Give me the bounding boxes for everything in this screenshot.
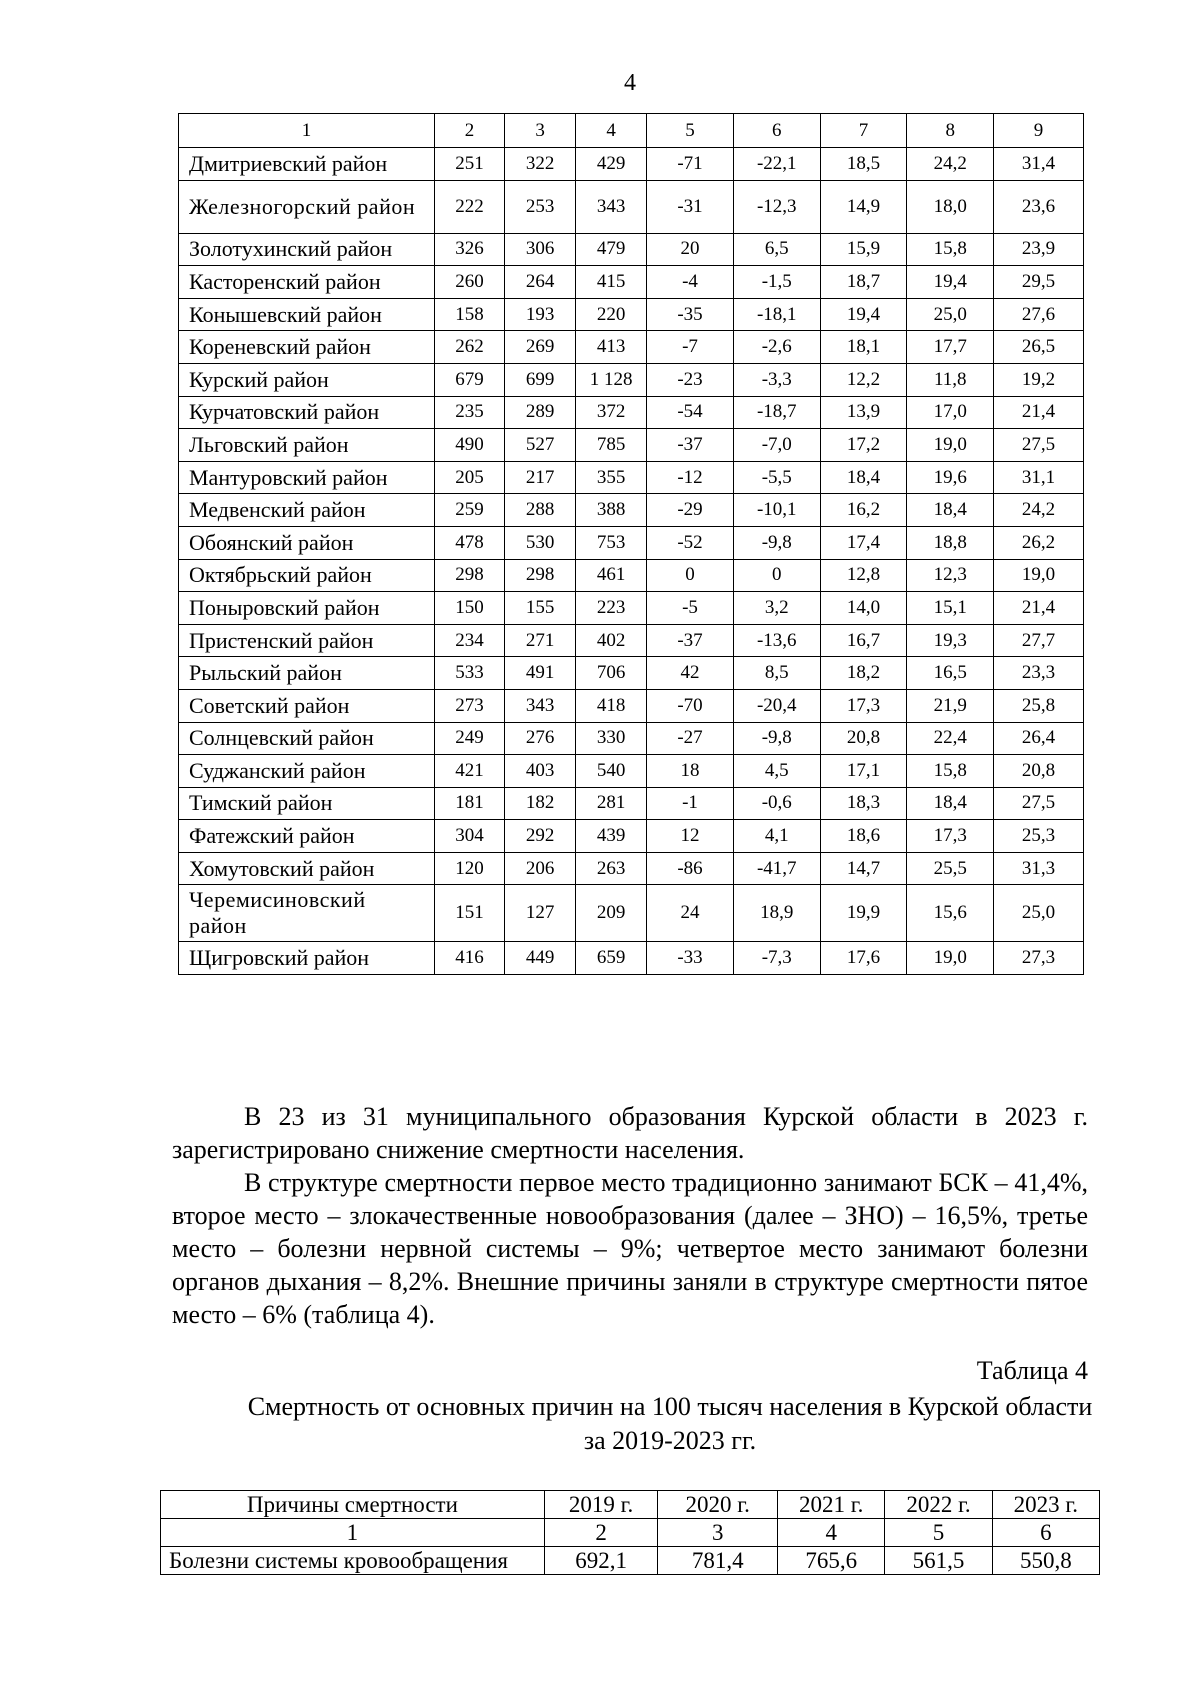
table-cell: 418 — [576, 689, 647, 722]
table-cell: 19,0 — [907, 429, 994, 462]
column-header: Причины смертности — [161, 1491, 545, 1519]
table-cell: 479 — [576, 233, 647, 266]
table-cell: 659 — [576, 942, 647, 975]
table-cell: -5 — [647, 592, 734, 625]
table-cell: 19,0 — [994, 559, 1084, 592]
table-cell: 19,6 — [907, 461, 994, 494]
table-cell: 449 — [505, 942, 576, 975]
table-cell: -86 — [647, 852, 734, 885]
table-cell: -10,1 — [733, 494, 820, 527]
table-cell: 273 — [435, 689, 505, 722]
table-cell: 251 — [435, 148, 505, 181]
table-cell: 193 — [505, 298, 576, 331]
table-cell: 421 — [435, 755, 505, 788]
table-header-row — [161, 1491, 1100, 1519]
table-cell: -33 — [647, 942, 734, 975]
table-cell: 205 — [435, 461, 505, 494]
column-number: 6 — [733, 114, 820, 148]
paragraph-text: В структуре смертности первое место традиционно занимают БСК – 41,4%, второе место – злокачественные новообразования (далее – ЗНО) – 16,5%, третье место – болезни нервной системы – 9%; четвертое место занимают болезни органов дыхания – 8,2%. Внешние причины заняли в структуре смертности пятое место – 6% (таблица 4). — [172, 1168, 1088, 1329]
table-cell: 17,3 — [820, 689, 907, 722]
table-cell: 18,0 — [907, 180, 994, 233]
table-cell: 18,5 — [820, 148, 907, 181]
table-cell: 20,8 — [994, 755, 1084, 788]
table-cell: 20 — [647, 233, 734, 266]
table-row — [179, 755, 1084, 788]
table-cell: 25,8 — [994, 689, 1084, 722]
table-cell: -12,3 — [733, 180, 820, 233]
table-cell: 18,1 — [820, 331, 907, 364]
table-row — [179, 787, 1084, 820]
table-cell: 4,1 — [733, 820, 820, 853]
table-cell: 25,5 — [907, 852, 994, 885]
column-number: 9 — [994, 114, 1084, 148]
table-cell: 550,8 — [992, 1547, 1099, 1575]
table-cell: 11,8 — [907, 363, 994, 396]
table-cell: 18,4 — [820, 461, 907, 494]
table-cell: 22,4 — [907, 722, 994, 755]
column-header: 2021 г. — [778, 1491, 885, 1519]
table-row — [161, 1547, 1100, 1575]
table-cell: 298 — [505, 559, 576, 592]
table-cell: 158 — [435, 298, 505, 331]
table-cell: 18 — [647, 755, 734, 788]
table-cell: 14,9 — [820, 180, 907, 233]
district-name: Рыльский район — [179, 657, 435, 690]
table-cell: -31 — [647, 180, 734, 233]
table-cell: 25,3 — [994, 820, 1084, 853]
table-cell: 461 — [576, 559, 647, 592]
table-cell: 19,4 — [907, 266, 994, 299]
table-cell: -37 — [647, 429, 734, 462]
district-name: Дмитриевский район — [179, 148, 435, 181]
table-cell: 372 — [576, 396, 647, 429]
column-header: 2022 г. — [885, 1491, 992, 1519]
table-cell: 413 — [576, 331, 647, 364]
table4-caption: Таблица 4 — [976, 1356, 1088, 1385]
district-name: Курчатовский район — [179, 396, 435, 429]
table-row — [179, 148, 1084, 181]
table-cell: 223 — [576, 592, 647, 625]
table-cell: 388 — [576, 494, 647, 527]
table-cell: 25,0 — [994, 885, 1084, 942]
table-row — [179, 722, 1084, 755]
table-cell: 692,1 — [544, 1547, 658, 1575]
table-cell: 17,6 — [820, 942, 907, 975]
table-row — [179, 559, 1084, 592]
table-cell: 12,8 — [820, 559, 907, 592]
table-cell: 19,2 — [994, 363, 1084, 396]
table-row — [179, 852, 1084, 885]
district-name: Мантуровский район — [179, 461, 435, 494]
table-cell: 3,2 — [733, 592, 820, 625]
table-cell: -37 — [647, 624, 734, 657]
table-cell: -12 — [647, 461, 734, 494]
table-cell: 23,6 — [994, 180, 1084, 233]
table-cell: 27,5 — [994, 429, 1084, 462]
table-cell: -18,7 — [733, 396, 820, 429]
table-cell: -2,6 — [733, 331, 820, 364]
table-cell: 561,5 — [885, 1547, 992, 1575]
table-cell: 288 — [505, 494, 576, 527]
table-cell: 120 — [435, 852, 505, 885]
table-column-numbers-row — [161, 1519, 1100, 1547]
table-cell: 222 — [435, 180, 505, 233]
district-name: Кореневский район — [179, 331, 435, 364]
table-cell: 264 — [505, 266, 576, 299]
column-number: 6 — [992, 1519, 1099, 1547]
table-cell: 19,4 — [820, 298, 907, 331]
table-cell: 31,1 — [994, 461, 1084, 494]
table-cell: -54 — [647, 396, 734, 429]
causes-of-death-table — [160, 1490, 1100, 1575]
table-cell: -70 — [647, 689, 734, 722]
table-cell: 19,9 — [820, 885, 907, 942]
table-cell: 306 — [505, 233, 576, 266]
column-number: 5 — [885, 1519, 992, 1547]
district-name: Щигровский район — [179, 942, 435, 975]
table-cell: 699 — [505, 363, 576, 396]
table-cell: 12,3 — [907, 559, 994, 592]
table-cell: -1 — [647, 787, 734, 820]
table-cell: 23,3 — [994, 657, 1084, 690]
district-name: Суджанский район — [179, 755, 435, 788]
table-cell: 490 — [435, 429, 505, 462]
table-cell: 19,0 — [907, 942, 994, 975]
table-cell: 26,5 — [994, 331, 1084, 364]
district-name: Курский район — [179, 363, 435, 396]
cause-name: Болезни системы кровообращения — [161, 1547, 545, 1575]
district-name: Советский район — [179, 689, 435, 722]
table-cell: 25,0 — [907, 298, 994, 331]
table-cell: -9,8 — [733, 722, 820, 755]
table-header-row — [179, 114, 1084, 148]
table-cell: 18,4 — [907, 494, 994, 527]
table-cell: -9,8 — [733, 526, 820, 559]
table-cell: 269 — [505, 331, 576, 364]
table-cell: 527 — [505, 429, 576, 462]
table-cell: -27 — [647, 722, 734, 755]
table-row — [179, 461, 1084, 494]
table-cell: 753 — [576, 526, 647, 559]
table-cell: 13,9 — [820, 396, 907, 429]
table-row — [179, 180, 1084, 233]
table-row — [179, 396, 1084, 429]
table-cell: 17,0 — [907, 396, 994, 429]
table-cell: 276 — [505, 722, 576, 755]
table-cell: 27,7 — [994, 624, 1084, 657]
district-name: Фатежский район — [179, 820, 435, 853]
table-cell: 281 — [576, 787, 647, 820]
table-cell: -13,6 — [733, 624, 820, 657]
table-cell: 17,1 — [820, 755, 907, 788]
table-cell: 6,5 — [733, 233, 820, 266]
district-name: Солнцевский район — [179, 722, 435, 755]
table-cell: 263 — [576, 852, 647, 885]
table-row — [179, 266, 1084, 299]
table-cell: 12 — [647, 820, 734, 853]
table-cell: 679 — [435, 363, 505, 396]
district-name: Касторенский район — [179, 266, 435, 299]
table-cell: -22,1 — [733, 148, 820, 181]
district-name: Обоянский район — [179, 526, 435, 559]
table-row — [179, 363, 1084, 396]
table-cell: 1 128 — [576, 363, 647, 396]
table-cell: 182 — [505, 787, 576, 820]
table-cell: 18,9 — [733, 885, 820, 942]
table-cell: 31,3 — [994, 852, 1084, 885]
table-cell: 26,2 — [994, 526, 1084, 559]
district-name: Поныровский район — [179, 592, 435, 625]
column-header: 2023 г. — [992, 1491, 1099, 1519]
table-cell: -20,4 — [733, 689, 820, 722]
paragraph-structure — [172, 1166, 1088, 1331]
table-cell: 785 — [576, 429, 647, 462]
table-row — [179, 885, 1084, 942]
table-cell: 478 — [435, 526, 505, 559]
table-cell: 249 — [435, 722, 505, 755]
table-cell: 29,5 — [994, 266, 1084, 299]
table-cell: -18,1 — [733, 298, 820, 331]
table-cell: -7,3 — [733, 942, 820, 975]
column-number: 2 — [544, 1519, 658, 1547]
table-cell: 235 — [435, 396, 505, 429]
table-cell: -0,6 — [733, 787, 820, 820]
table-cell: 15,8 — [907, 755, 994, 788]
table-cell: 415 — [576, 266, 647, 299]
table-cell: 271 — [505, 624, 576, 657]
table-cell: 15,8 — [907, 233, 994, 266]
table-cell: 16,2 — [820, 494, 907, 527]
column-number: 4 — [576, 114, 647, 148]
district-name: Октябрьский район — [179, 559, 435, 592]
table-cell: 19,3 — [907, 624, 994, 657]
district-name: Пристенский район — [179, 624, 435, 657]
table-cell: 0 — [647, 559, 734, 592]
table-cell: 343 — [505, 689, 576, 722]
table-cell: 234 — [435, 624, 505, 657]
table-row — [179, 429, 1084, 462]
table-cell: 20,8 — [820, 722, 907, 755]
table-cell: 21,9 — [907, 689, 994, 722]
table-cell: 18,6 — [820, 820, 907, 853]
table-cell: 402 — [576, 624, 647, 657]
paragraph-text: В 23 из 31 муниципального образования Курской области в 2023 г. зарегистрировано снижение смертности населения. — [172, 1102, 1088, 1164]
district-name: Хомутовский район — [179, 852, 435, 885]
table-cell: 18,7 — [820, 266, 907, 299]
table-cell: 416 — [435, 942, 505, 975]
table-cell: 706 — [576, 657, 647, 690]
table-cell: 14,0 — [820, 592, 907, 625]
district-name: Льговский район — [179, 429, 435, 462]
table-cell: 292 — [505, 820, 576, 853]
table-row — [179, 592, 1084, 625]
table-cell: 206 — [505, 852, 576, 885]
table-cell: 15,6 — [907, 885, 994, 942]
table-row — [179, 689, 1084, 722]
page-number: 4 — [624, 70, 636, 96]
table-cell: 24,2 — [994, 494, 1084, 527]
paragraph-decline-summary — [172, 1100, 1088, 1166]
district-mortality-table — [178, 113, 1084, 975]
table-row — [179, 494, 1084, 527]
table-cell: 8,5 — [733, 657, 820, 690]
table-cell: -29 — [647, 494, 734, 527]
table-cell: 21,4 — [994, 396, 1084, 429]
table-cell: -4 — [647, 266, 734, 299]
table-cell: -71 — [647, 148, 734, 181]
column-number: 1 — [161, 1519, 545, 1547]
table-cell: 155 — [505, 592, 576, 625]
table-row — [179, 942, 1084, 975]
table-cell: 21,4 — [994, 592, 1084, 625]
table-cell: 27,3 — [994, 942, 1084, 975]
table-cell: 31,4 — [994, 148, 1084, 181]
table-cell: -35 — [647, 298, 734, 331]
table-cell: 27,6 — [994, 298, 1084, 331]
table-cell: 326 — [435, 233, 505, 266]
district-name: Черемисиновский район — [179, 885, 435, 942]
district-name: Железногорский район — [179, 180, 435, 233]
table-cell: 24,2 — [907, 148, 994, 181]
table-cell: 17,3 — [907, 820, 994, 853]
table-cell: 220 — [576, 298, 647, 331]
column-number: 3 — [505, 114, 576, 148]
table-cell: 289 — [505, 396, 576, 429]
table-cell: 24 — [647, 885, 734, 942]
table-cell: -23 — [647, 363, 734, 396]
table-cell: 127 — [505, 885, 576, 942]
table-cell: 439 — [576, 820, 647, 853]
table-cell: 298 — [435, 559, 505, 592]
table-cell: 0 — [733, 559, 820, 592]
table-row — [179, 526, 1084, 559]
table-cell: 18,8 — [907, 526, 994, 559]
table-cell: 150 — [435, 592, 505, 625]
table-cell: -41,7 — [733, 852, 820, 885]
district-name: Конышевский район — [179, 298, 435, 331]
table-row — [179, 657, 1084, 690]
table-cell: 181 — [435, 787, 505, 820]
table-cell: 259 — [435, 494, 505, 527]
table-cell: -52 — [647, 526, 734, 559]
column-number: 5 — [647, 114, 734, 148]
table-row — [179, 331, 1084, 364]
table-cell: 151 — [435, 885, 505, 942]
table-cell: 781,4 — [658, 1547, 778, 1575]
district-name: Тимский район — [179, 787, 435, 820]
table-cell: 17,2 — [820, 429, 907, 462]
table-cell: 491 — [505, 657, 576, 690]
column-number: 8 — [907, 114, 994, 148]
table-cell: 17,4 — [820, 526, 907, 559]
column-header: 2019 г. — [544, 1491, 658, 1519]
table-cell: 16,5 — [907, 657, 994, 690]
table-cell: 262 — [435, 331, 505, 364]
table-cell: 4,5 — [733, 755, 820, 788]
table-cell: 209 — [576, 885, 647, 942]
table-cell: -7 — [647, 331, 734, 364]
column-number: 4 — [778, 1519, 885, 1547]
column-number: 3 — [658, 1519, 778, 1547]
column-number: 7 — [820, 114, 907, 148]
table-cell: 14,7 — [820, 852, 907, 885]
table-cell: 15,9 — [820, 233, 907, 266]
district-name: Медвенский район — [179, 494, 435, 527]
table-cell: 253 — [505, 180, 576, 233]
table-cell: 260 — [435, 266, 505, 299]
table-cell: 12,2 — [820, 363, 907, 396]
table-cell: 27,5 — [994, 787, 1084, 820]
table-cell: 429 — [576, 148, 647, 181]
table-row — [179, 624, 1084, 657]
table-cell: 540 — [576, 755, 647, 788]
column-number: 2 — [435, 114, 505, 148]
table-cell: 42 — [647, 657, 734, 690]
table-cell: -5,5 — [733, 461, 820, 494]
column-header: 2020 г. — [658, 1491, 778, 1519]
table-cell: 17,7 — [907, 331, 994, 364]
table-cell: 18,4 — [907, 787, 994, 820]
table-cell: -1,5 — [733, 266, 820, 299]
table-cell: 16,7 — [820, 624, 907, 657]
table-cell: 18,2 — [820, 657, 907, 690]
district-name: Золотухинский район — [179, 233, 435, 266]
table-cell: 403 — [505, 755, 576, 788]
table-cell: 23,9 — [994, 233, 1084, 266]
table-cell: 304 — [435, 820, 505, 853]
table-cell: 530 — [505, 526, 576, 559]
table-cell: 217 — [505, 461, 576, 494]
table-cell: 533 — [435, 657, 505, 690]
table-cell: -3,3 — [733, 363, 820, 396]
table-row — [179, 820, 1084, 853]
table-cell: 343 — [576, 180, 647, 233]
table-cell: 322 — [505, 148, 576, 181]
column-number: 1 — [179, 114, 435, 148]
table-cell: -7,0 — [733, 429, 820, 462]
table-row — [179, 233, 1084, 266]
table4-title: Смертность от основных причин на 100 тысяч населения в Курской области за 2019-2023 гг. — [247, 1392, 1093, 1455]
table-cell: 330 — [576, 722, 647, 755]
table-cell: 15,1 — [907, 592, 994, 625]
table-cell: 355 — [576, 461, 647, 494]
table-cell: 765,6 — [778, 1547, 885, 1575]
table-cell: 18,3 — [820, 787, 907, 820]
table-row — [179, 298, 1084, 331]
table-cell: 26,4 — [994, 722, 1084, 755]
